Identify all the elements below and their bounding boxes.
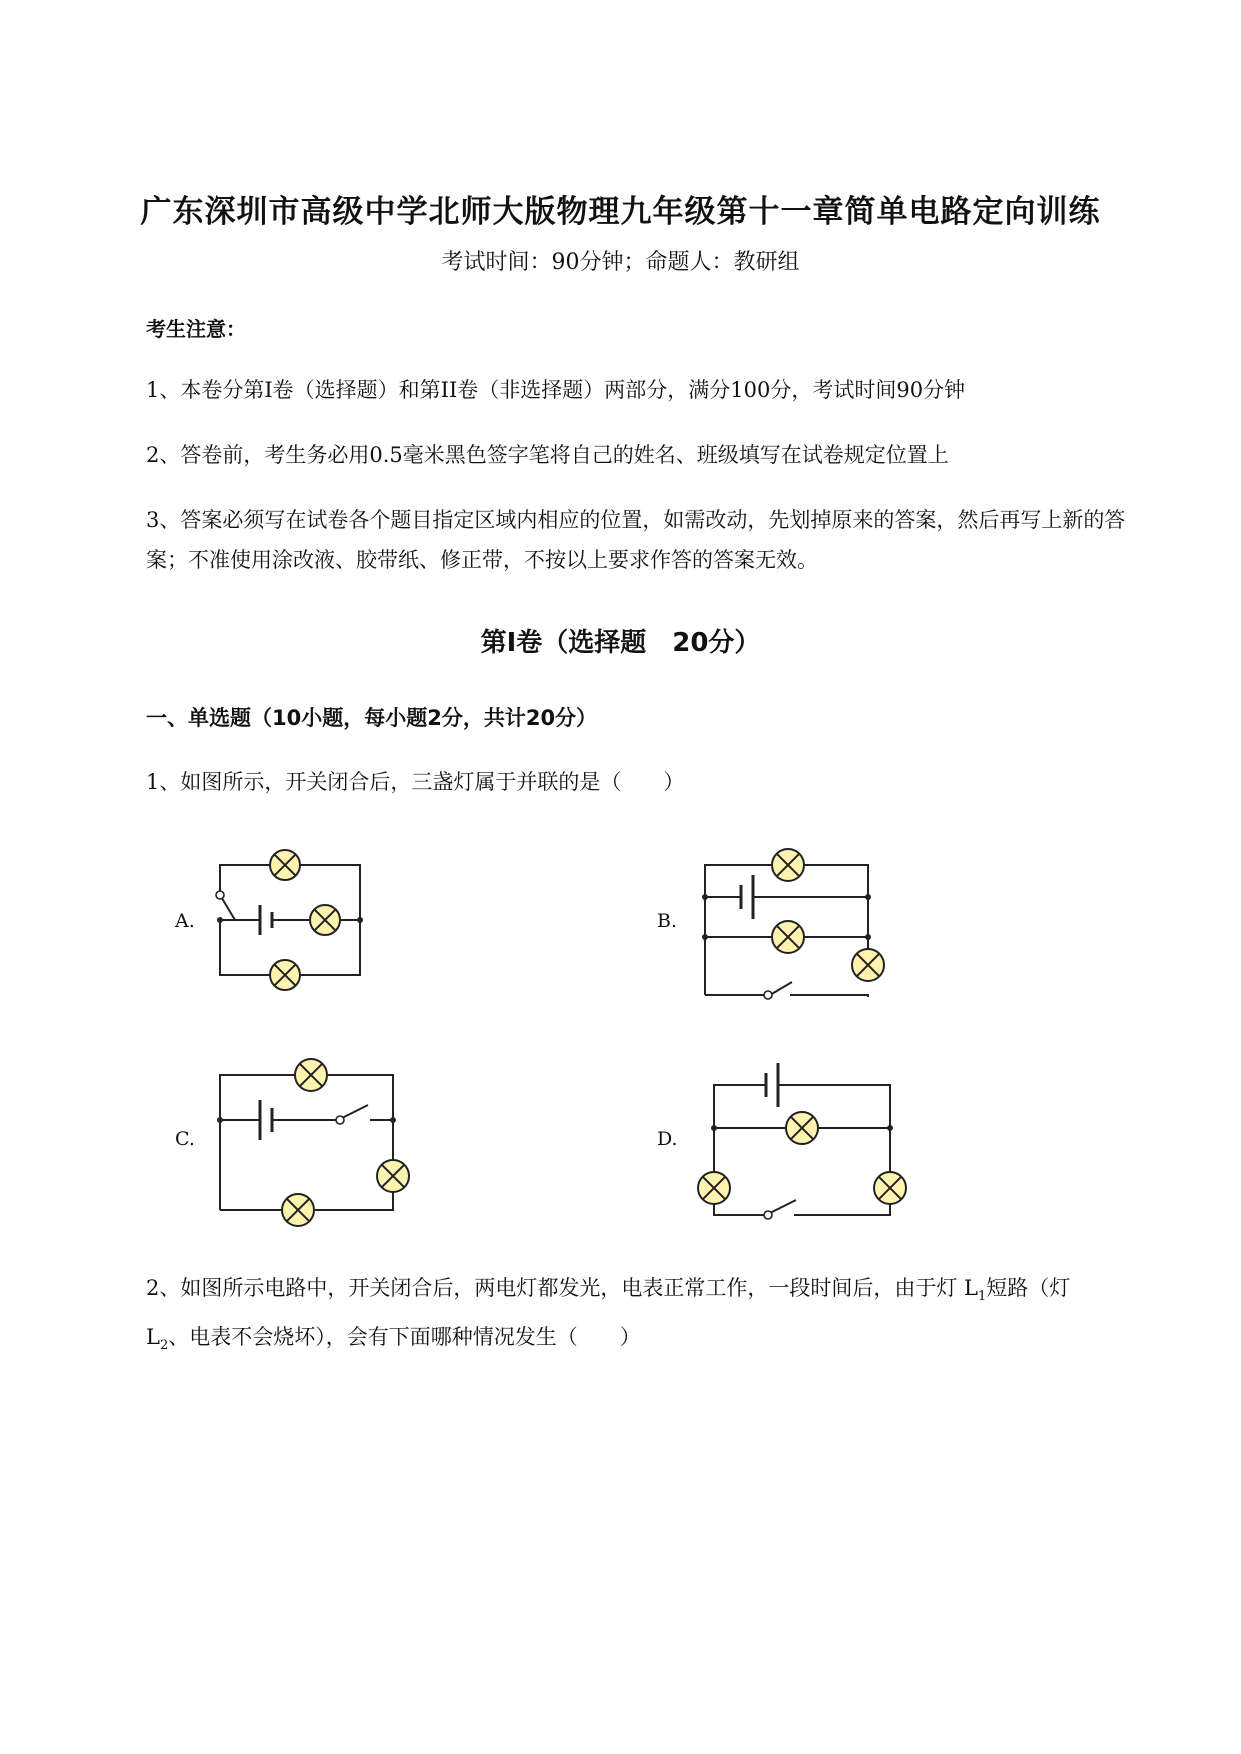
circuit-diagram-a[interactable] [215, 850, 375, 990]
subscript: 1 [977, 1289, 987, 1305]
question-2-part-4: 、电表不会烧坏），会有下面哪种情况发生（ ） [168, 1325, 641, 1350]
junction-dot [217, 917, 223, 923]
battery-icon [260, 905, 272, 935]
option-d-label: D. [657, 1128, 678, 1150]
lamp-icon [310, 905, 340, 935]
switch-post [764, 1211, 772, 1219]
question-2-part-2: 短路（灯 [986, 1276, 1071, 1300]
notice-heading: 考生注意： [146, 317, 246, 341]
junction-dot [887, 1125, 893, 1131]
lamp-icon [270, 850, 300, 880]
junction-dot [357, 917, 363, 923]
lamp-icon [852, 949, 884, 981]
lamp-icon [270, 960, 300, 990]
lamp-icon [874, 1172, 906, 1204]
junction-dot [390, 1117, 396, 1123]
notice-item-2: 2、答卷前，考生务必用0.5毫米黑色签字笔将自己的姓名、班级填写在试卷规定位置上 [146, 443, 949, 467]
lamp-icon [698, 1172, 730, 1204]
battery-icon [741, 875, 753, 919]
switch-post [764, 991, 772, 999]
option-a-label: A. [175, 910, 195, 932]
switch-post [336, 1116, 344, 1124]
question-1-text: 1、如图所示，开关闭合后，三盏灯属于并联的是（ ） [146, 770, 685, 794]
question-2-text [146, 1268, 1156, 1366]
junction-dot [711, 1125, 717, 1131]
lamp-icon [786, 1112, 818, 1144]
lamp-icon [282, 1194, 314, 1226]
circuit-diagram-d[interactable] [690, 1055, 920, 1230]
junction-dot [702, 934, 708, 940]
junction-dot [865, 934, 871, 940]
option-b-label: B. [657, 910, 678, 932]
lamp-icon [295, 1059, 327, 1091]
lamp-icon [772, 849, 804, 881]
circuit-diagram-c[interactable] [210, 1060, 420, 1230]
circuit-d-wires [714, 1085, 890, 1215]
circuit-diagram-b[interactable] [690, 845, 890, 1005]
junction-dot [217, 1117, 223, 1123]
section-title: 第I卷（选择题 20分） [480, 628, 761, 658]
question-2-part-3: L [146, 1325, 160, 1350]
option-c-label: C. [175, 1128, 195, 1150]
battery-icon [766, 1063, 778, 1107]
notice-item-1: 1、本卷分第I卷（选择题）和第II卷（非选择题）两部分，满分100分，考试时间90分钟 [146, 378, 966, 402]
section-subtitle: 一、单选题（10小题，每小题2分，共计20分） [146, 706, 598, 730]
exam-info: 考试时间：90分钟；命题人：教研组 [441, 250, 800, 275]
battery-icon [260, 1100, 272, 1140]
question-2-part-1: 2、如图所示电路中，开关闭合后，两电灯都发光，电表正常工作，一段时间后，由于灯 L [146, 1276, 978, 1300]
switch-post [216, 891, 224, 899]
circuit-c-wires [220, 1075, 393, 1210]
subscript: 2 [159, 1338, 169, 1354]
junction-dot [702, 894, 708, 900]
lamp-icon [377, 1160, 409, 1192]
notice-item-3: 3、答案必须写在试卷各个题目指定区域内相应的位置，如需改动，先划掉原来的答案，然后再写上新的答案；不准使用涂改液、胶带纸、修正带，不按以上要求作答的答案无效。 [146, 508, 1126, 572]
junction-dot [865, 894, 871, 900]
page-title: 广东深圳市高级中学北师大版物理九年级第十一章简单电路定向训练 [140, 194, 1101, 230]
lamp-icon [772, 921, 804, 953]
